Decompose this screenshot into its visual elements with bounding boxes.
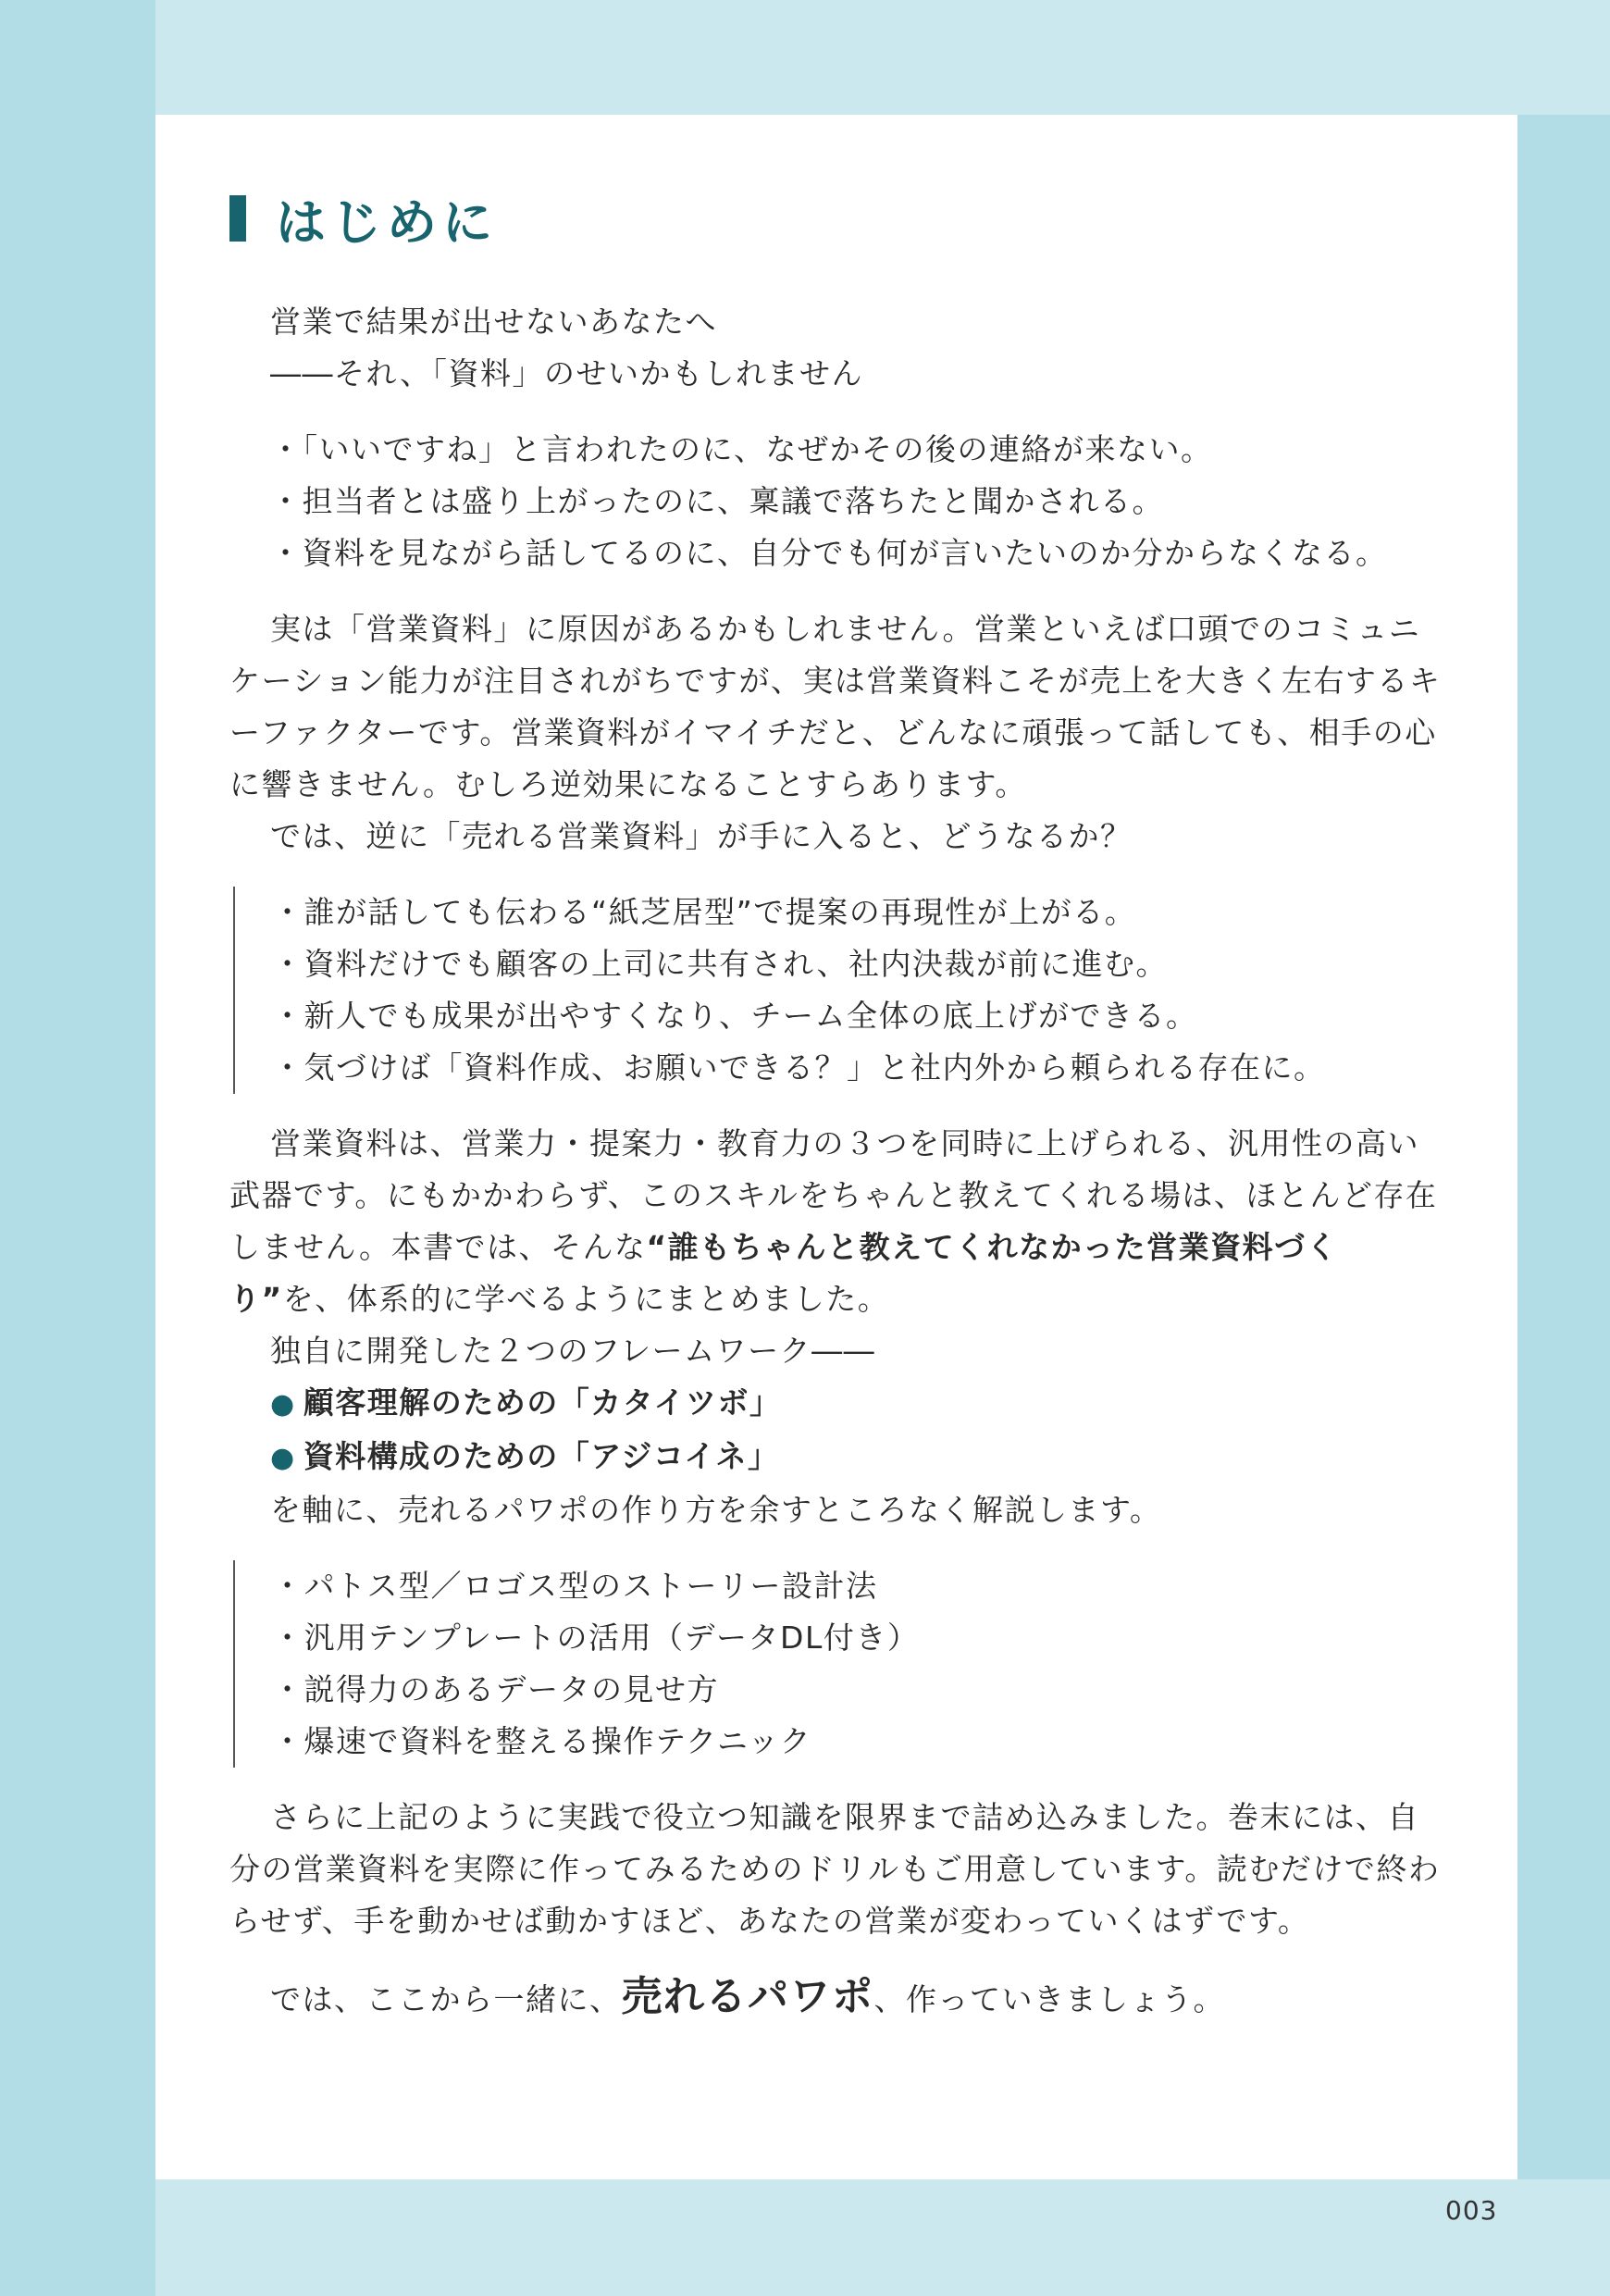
framework-block xyxy=(229,1325,1451,1536)
framework-label: 顧客理解のための「カタイツボ」 xyxy=(303,1384,782,1421)
intro-line: ――それ、「資料」のせいかもしれません xyxy=(270,355,863,391)
bottom-band xyxy=(0,2179,1610,2296)
paragraph: 実は「営業資料」に原因があるかもしれません。営業といえば口頭でのコミュニケーション能力が注目されがちですが、実は営業資料こそが売上を大きく左右するキーファクターです。営業資料がイマイチだと、どんなに頑張って話しても、相手の心に響きません。むしろ逆効果になることすらあります。 xyxy=(229,611,1442,802)
list-item: ・誰が話しても伝わる“紙芝居型”で提案の再現性が上がる。 xyxy=(272,894,1137,930)
closing-text: 、作っていきましょう。 xyxy=(873,1981,1225,2017)
intro-line: 営業で結果が出せないあなたへ xyxy=(270,304,717,340)
closing-line xyxy=(229,1971,1451,2026)
benefit-list xyxy=(233,887,1451,1094)
list-item: ・パトス型／ロゴス型のストーリー設計法 xyxy=(272,1568,878,1604)
right-band xyxy=(1517,115,1610,2296)
paragraph: では、逆に「売れる営業資料」が手に入ると、どうなるか？ xyxy=(270,818,1133,854)
topic-list xyxy=(233,1560,1451,1768)
closing-emphasis: 売れるパワポ xyxy=(621,1973,874,2020)
list-item: ・新人でも成果が出やすくなり、チーム全体の底上げができる。 xyxy=(272,998,1198,1034)
framework-item xyxy=(270,1431,1451,1484)
pain-list xyxy=(229,424,1451,579)
framework-label: 資料構成のための「アジコイネ」 xyxy=(303,1438,780,1474)
paragraph xyxy=(229,1118,1451,1325)
list-item: ・汎用テンプレートの活用（データDL付き） xyxy=(272,1620,920,1656)
paragraph-text: 営業資料は、営業力・提案力・教育力の３つを同時に上げられる、汎用性の高い武器です。にもかかわらず、このスキルをちゃんと教えてくれる場は、ほとんど存在しません。本書では、そんな xyxy=(229,1125,1438,1265)
framework-intro: 独自に開発した２つのフレームワーク―― xyxy=(270,1333,876,1369)
bullet-dot-icon: ● xyxy=(270,1442,296,1474)
page-title: はじめに xyxy=(276,192,498,252)
intro-block xyxy=(229,296,1451,400)
paragraph: さらに上記のように実践で役立つ知識を限界まで詰め込みました。巻末には、自分の営業資料を実際に作ってみるためのドリルもご用意しています。読むだけで終わらせず、手を動かせば動かすほど、あなたの営業が変わっていくはずです。 xyxy=(229,1799,1441,1939)
emphasis-text: “誰もちゃんと教えてくれなかった営業資料づくり” xyxy=(229,1229,1339,1317)
framework-outro: を軸に、売れるパワポの作り方を余すところなく解説します。 xyxy=(270,1492,1162,1528)
paragraph-text: を、体系的に学べるようにまとめました。 xyxy=(282,1281,890,1317)
bullet-dot-icon: ● xyxy=(270,1388,296,1421)
heading-bar xyxy=(229,195,246,242)
list-item: ・資料を見ながら話してるのに、自分でも何が言いたいのか分からなくなる。 xyxy=(270,535,1388,571)
list-item: ・「いいですね」と言われたのに、なぜかその後の連絡が来ない。 xyxy=(270,431,1213,467)
heading-row xyxy=(229,181,1451,255)
list-item: ・資料だけでも顧客の上司に共有され、社内決裁が前に進む。 xyxy=(272,946,1168,982)
left-band xyxy=(0,0,155,2296)
list-item: ・説得力のあるデータの見せ方 xyxy=(272,1671,719,1707)
list-item: ・爆速で資料を整える操作テクニック xyxy=(272,1723,812,1759)
closing-text: では、ここから一緒に、 xyxy=(270,1981,622,2017)
page-content xyxy=(229,181,1451,2026)
list-item: ・気づけば「資料作成、お願いできる？」と社内外から頼られる存在に。 xyxy=(272,1049,1326,1086)
page-number: 003 xyxy=(1445,2195,1498,2226)
bottom-left-band xyxy=(0,2179,155,2296)
list-item: ・担当者とは盛り上がったのに、稟議で落ちたと聞かされる。 xyxy=(270,483,1164,519)
framework-item xyxy=(270,1377,1451,1431)
top-band xyxy=(0,0,1610,115)
